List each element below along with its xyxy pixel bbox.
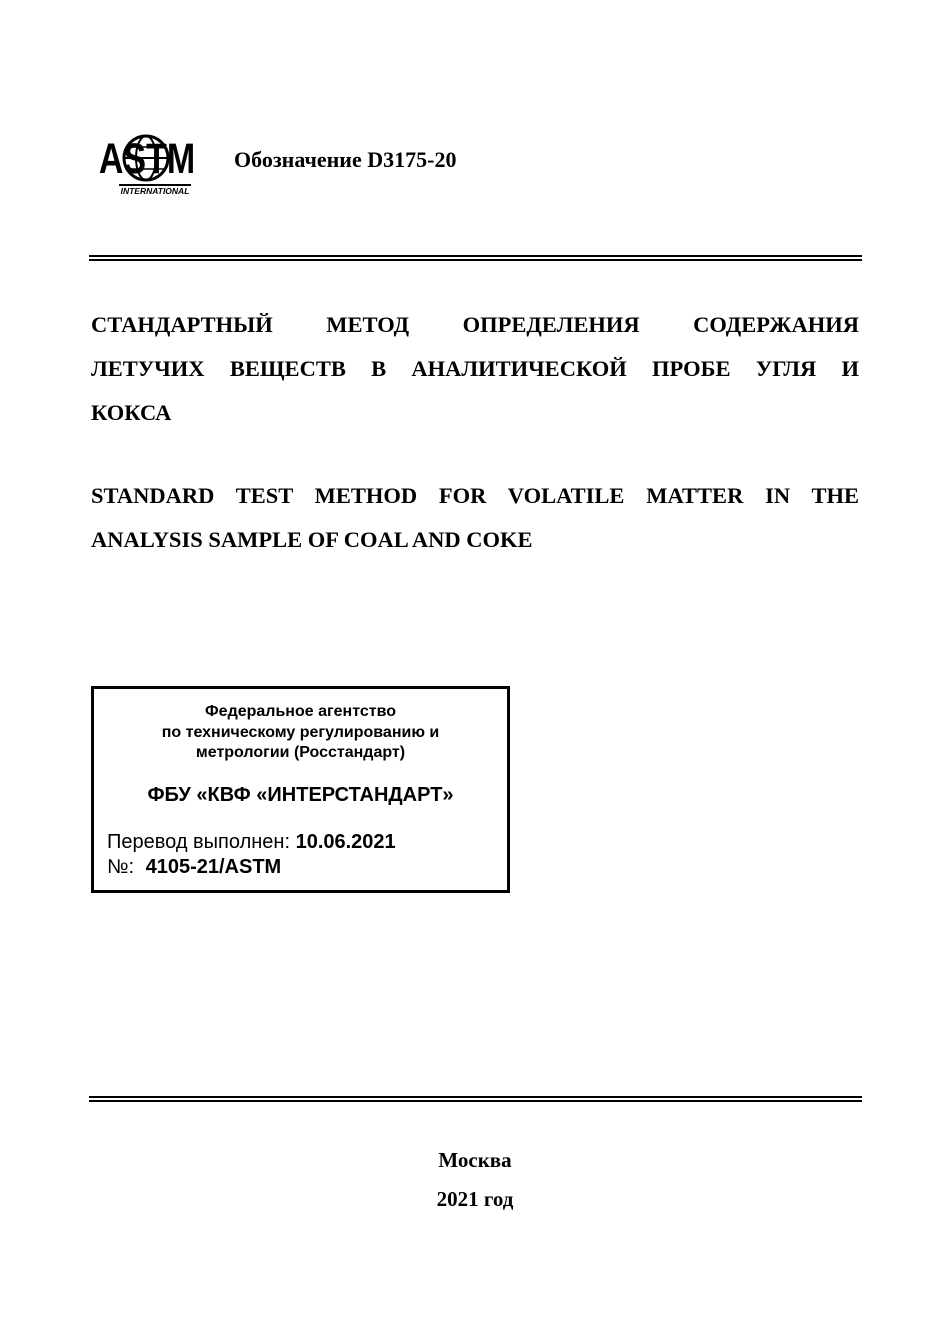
city: Москва — [438, 1148, 512, 1172]
bottom-double-rule — [89, 1096, 862, 1102]
translation-number-value: 4105-21/ASTM — [145, 856, 282, 878]
translation-number-label: №: — [107, 856, 135, 878]
astm-international-logo-icon — [98, 128, 197, 200]
agency-line: Федеральное агентство — [205, 703, 396, 720]
translation-number-row — [107, 856, 281, 879]
title-en-line: STANDARD TEST METHOD FOR VOLATILE MATTER IN THE — [91, 483, 859, 508]
agency-name — [94, 702, 507, 764]
title-russian — [91, 303, 859, 435]
svg-text:ASTM: ASTM — [98, 135, 196, 183]
designation: Обозначение D3175-20 — [234, 147, 457, 172]
title-ru-line: ЛЕТУЧИХ ВЕЩЕСТВ В АНАЛИТИЧЕСКОЙ ПРОБЕ УГЛЯ И — [91, 356, 859, 381]
top-double-rule — [89, 255, 862, 261]
translation-date-value: 10.06.2021 — [295, 831, 396, 853]
title-ru-line: КОКСА — [91, 400, 172, 425]
title-ru-line: СТАНДАРТНЫЙ МЕТОД ОПРЕДЕЛЕНИЯ СОДЕРЖАНИЯ — [91, 312, 859, 337]
translation-stamp — [91, 686, 510, 893]
logo-caption: INTERNATIONAL — [120, 186, 190, 196]
translation-date-label: Перевод выполнен: — [107, 831, 291, 853]
translation-date-row — [107, 831, 396, 854]
organization-name: ФБУ «КВФ «ИНТЕРСТАНДАРТ» — [147, 784, 454, 806]
agency-line: по техническому регулированию и — [161, 723, 440, 741]
title-en-line: ANALYSIS SAMPLE OF COAL AND COKE — [91, 527, 533, 552]
astm-logo — [98, 128, 197, 200]
year: 2021 год — [436, 1187, 514, 1211]
agency-line: метрологии (Росстандарт) — [195, 744, 406, 761]
title-english — [91, 474, 859, 562]
